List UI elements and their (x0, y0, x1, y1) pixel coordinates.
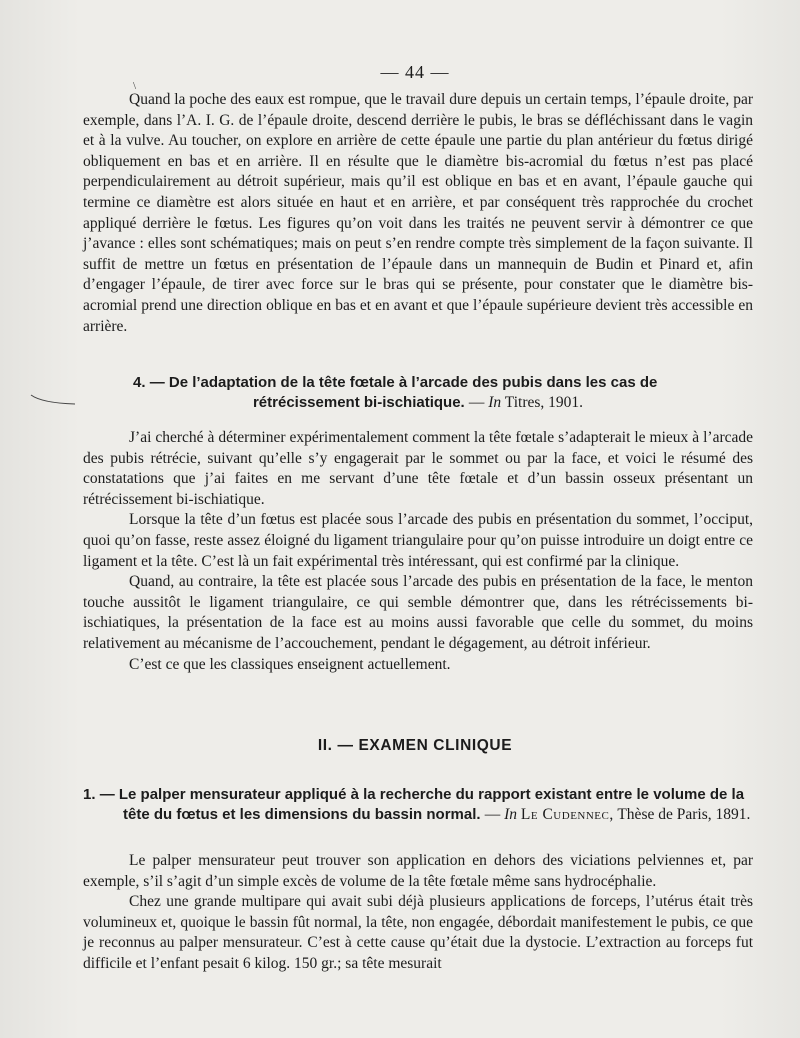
margin-pencil-mark (30, 393, 76, 405)
paragraph-multipare: Chez une grande multipare qui avait subi déjà plusieurs applications de forceps, l’utérus était très volumineux et, quoique le bassin fût normal, la tête, non engagée, débordait manifestement le pubis, ce que je reconnus au palper mensurateur. C’est à cette cause qu’était due la dystocie. L’extraction au forceps fut difficile et l’enfant pesait 6 kilog. 150 gr.; sa tête mesurait (83, 893, 753, 972)
paragraph-face: Quand, au contraire, la tête est placée sous l’arcade des pubis en présentation de la face, le menton touche aussitôt le ligament triangulaire, ce qui semble démontrer que, dans les rétrécissements bi-ischiatiques, la présentation de la face est au moins aussi favorable que celle du sommet, du moins relativement au mécanisme de l’accouchement, pendant le dégagement, au détroit inférieur. (83, 573, 753, 652)
item-4-number: 4. (133, 374, 146, 391)
item-4-body (83, 428, 753, 675)
item-1-ref-dash: — (484, 806, 501, 823)
item-1-ref-in: In (504, 806, 518, 823)
paragraph-vertex: Lorsque la tête d’un fœtus est placée sous l’arcade des pubis en présentation du sommet, l’occiput, quoi qu’on fasse, reste assez éloigné du ligament triangulaire pour qu’on puisse introduire un doigt entre ce ligament et la tête. C’est là un fait expérimental très intéressant, qui est confirmé par la clinique. (83, 511, 753, 570)
item-1-body (83, 851, 753, 975)
item-1-title-line2: volume de la tête du fœtus et les dimensions du bassin normal. (123, 786, 745, 823)
item-4-dash: — (149, 374, 165, 391)
section-title: II. — EXAMEN CLINIQUE (317, 737, 513, 754)
item-1-ref-author: Le Cudennec, (520, 806, 614, 823)
paragraph-experiment: J’ai cherché à déterminer expérimentalement comment la tête fœtale s’adapterait le mieux à l’arcade des pubis rétrécie, suivant qu’elle s’y engagerait par le sommet ou par la face, et voici le résumé des constatations que j’ai faites en me servant d’une tête fœtale et d’un bassin osseux présentant un rétrécissement bi-ischiatique. (83, 429, 753, 508)
item-4-title-line2: rétrécissement bi-ischiatique. (252, 394, 465, 411)
paragraph-classics: C’est ce que les classiques enseignent actuellement. (129, 655, 451, 673)
item-4-heading (83, 373, 753, 413)
paragraph-shoulder-presentation: Quand la poche des eaux est rompue, que le travail dure depuis un certain temps, l’épaule droite, par exemple, dans l’A. I. G. de l’épaule droite, descend derrière le pubis, le bras se défléchissant dans le vagin et à la vulve. Au toucher, on explore en arrière de cette épaule une partie du plan antérieur du fœtus dirigé obliquement en bas et en arrière. Il en résulte que le diamètre bis-acromial du fœtus n’est pas placé perpendiculairement au détroit supérieur, mais qu’il est oblique en bas et en avant, l’épaule gauche qui termine ce diamètre est alors située en haut et en arrière, et par conséquent très rapprochée du crochet appliqué derrière le fœtus. Les figures qu’on voit dans les traités ne peuvent servir à démontrer ce que j’avance : elles sont schématiques; mais on peut s’en rendre compte très simplement de la façon suivante. Il suffit de mettre un fœtus en présentation de l’épaule dans un mannequin de Budin et Pinard et, afin d’engager l’épaule, de tirer avec force sur le bras qui se présente, pour constater que le diamètre bis-acromial prend une direction oblique en bas et en avant et que l’épaule supérieure devient très accessible en arrière. (83, 91, 753, 335)
item-1-reference: Thèse de Paris, 1891. (617, 806, 751, 823)
section-body-top (83, 90, 753, 337)
item-4-ref-in: In (488, 394, 502, 411)
page-number: — 44 — (380, 62, 450, 82)
item-1-heading (83, 785, 753, 825)
stray-mark: \ (133, 80, 137, 92)
item-4-title-line1: De l’adaptation de la tête fœtale à l’arcade des pubis dans les cas de (168, 374, 658, 391)
item-1-number: 1. (83, 786, 96, 803)
item-1-title-line1: Le palper mensurateur appliqué à la recherche du rapport existant entre le (118, 786, 650, 803)
item-4-ref-dash: — (468, 394, 485, 411)
item-1-dash: — (99, 786, 115, 803)
paragraph-palper: Le palper mensurateur peut trouver son application en dehors des viciations pelviennes et, par exemple, s’il s’agit d’un simple excès de volume de la tête fœtale même sans hydrocéphalie. (83, 852, 753, 890)
item-4-reference: Titres, 1901. (504, 394, 584, 411)
